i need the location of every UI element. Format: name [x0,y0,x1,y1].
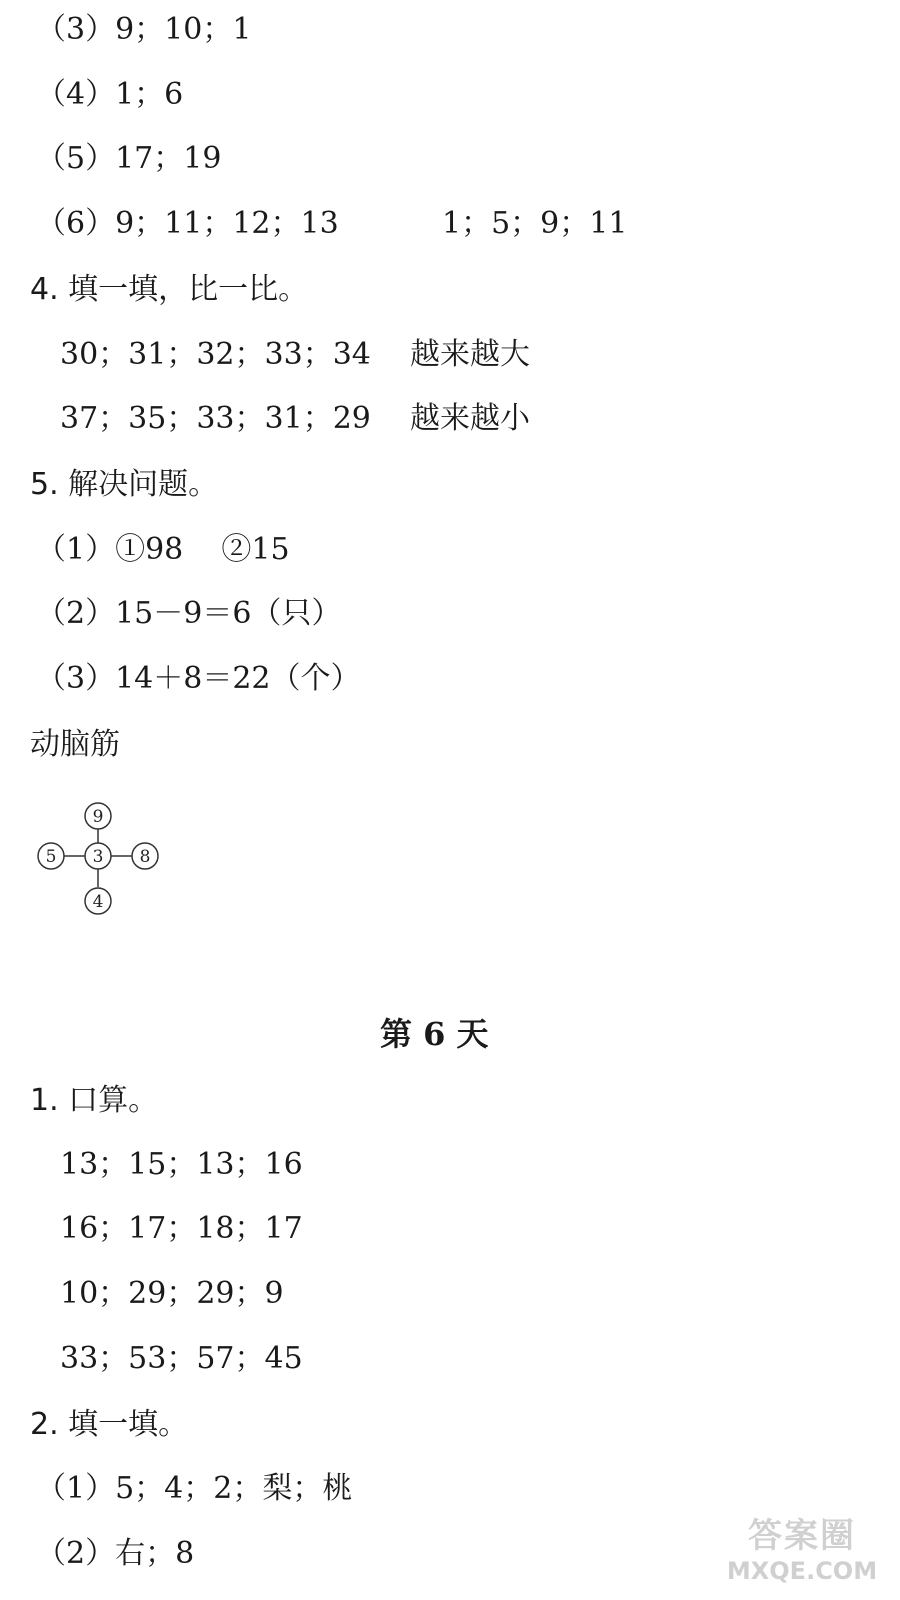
sequence-increasing: 30；31；32；33；34 [60,337,371,372]
brain-teaser-heading: 动脑筋 [30,727,120,762]
node-center-label: 3 [92,847,104,867]
node-left-label: 5 [45,847,57,867]
problem-2-answer: （2）15－9＝6（只） [36,596,342,631]
watermark-logo-text: 答案圈 [748,1516,856,1556]
node-right-label: 8 [139,847,151,867]
day6-section-1-heading: 1. 口算。 [30,1083,159,1118]
node-bottom-label: 4 [92,892,104,912]
node-top-label: 9 [92,807,104,827]
day6-section-2-heading: 2. 填一填。 [30,1407,189,1442]
day-6-title: 第 6 天 [380,1015,489,1053]
node-top [85,803,111,829]
mental-math-row-4: 33；53；57；45 [60,1341,303,1376]
node-bottom [85,888,111,914]
mental-math-row-3: 10；29；29；9 [60,1276,284,1311]
watermark-domain: MXQE.COM [726,1557,878,1585]
answer-6-left: （6）9；11；12；13 [36,206,339,241]
fill-in-answer-1: （1）5；4；2；梨；桃 [36,1471,353,1506]
problem-3-answer: （3）14＋8＝22（个） [36,661,361,696]
brain-teaser-diagram [30,793,170,933]
answer-6-right: 1；5；9；11 [442,206,628,241]
fill-in-answer-2: （2）右；8 [36,1536,195,1571]
mental-math-row-2: 16；17；18；17 [60,1211,303,1246]
node-center [85,843,111,869]
section-4-heading: 4. 填一填，比一比。 [30,272,309,307]
site-watermark [712,1516,892,1596]
problem-1-answer: （1）①98 ②15 [36,532,290,567]
node-right [132,843,158,869]
sequence-decreasing: 37；35；33；31；29 [60,401,371,436]
node-left [38,843,64,869]
label-decreasing: 越来越小 [410,401,530,436]
answer-4-1-6: （4）1；6 [36,77,184,112]
mental-math-row-1: 13；15；13；16 [60,1147,303,1182]
answer-5-17-19: （5）17；19 [36,141,222,176]
label-increasing: 越来越大 [410,337,530,372]
section-5-heading: 5. 解决问题。 [30,467,219,502]
answer-3-9-10-1: （3）9；10；1 [36,12,252,47]
